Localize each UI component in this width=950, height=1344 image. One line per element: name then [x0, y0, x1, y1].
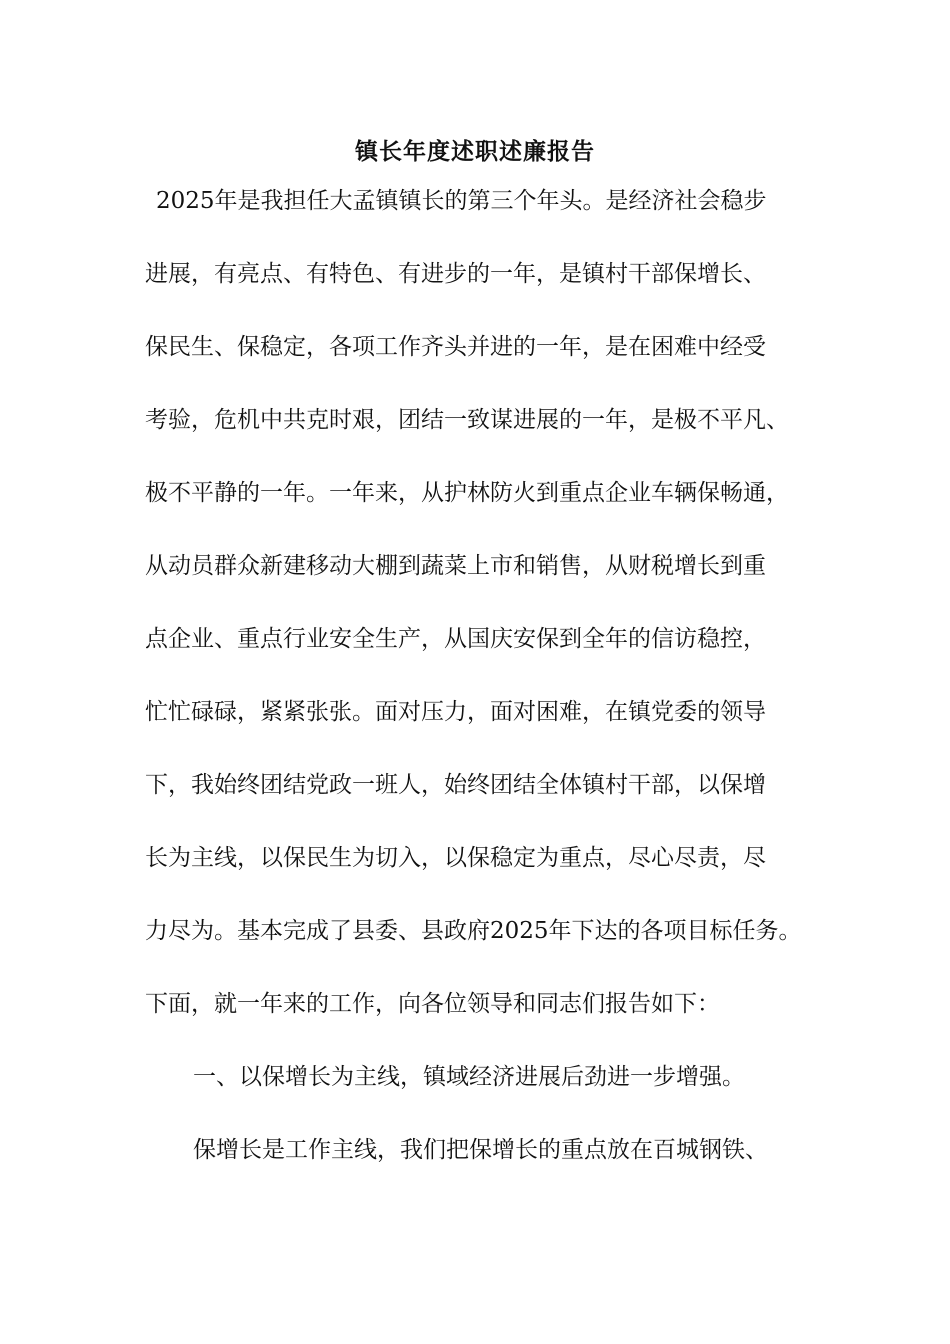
- section-heading-1: 一、以保增长为主线，镇域经济进展后劲进一步增强。: [193, 1064, 745, 1090]
- body-line-13: 保增长是工作主线，我们把保增长的重点放在百城钢铁、: [193, 1137, 768, 1163]
- body-line-11: 力尽为。基本完成了县委、县政府2025年下达的各项目标任务。: [145, 918, 802, 944]
- body-line-4: 考验，危机中共克时艰，团结一致谋进展的一年，是极不平凡、: [145, 407, 789, 433]
- body-line-8: 忙忙碌碌，紧紧张张。面对压力，面对困难，在镇党委的领导: [145, 699, 766, 725]
- body-line-6: 从动员群众新建移动大棚到蔬菜上市和销售，从财税增长到重: [145, 553, 766, 579]
- body-line-1: 2025年是我担任大孟镇镇长的第三个年头。是经济社会稳步: [156, 188, 767, 214]
- body-line-3: 保民生、保稳定，各项工作齐头并进的一年，是在困难中经受: [145, 334, 766, 360]
- document-title: 镇长年度述职述廉报告: [355, 138, 595, 165]
- body-line-12: 下面，就一年来的工作，向各位领导和同志们报告如下：: [145, 991, 720, 1017]
- body-line-7: 点企业、重点行业安全生产，从国庆安保到全年的信访稳控，: [145, 626, 766, 652]
- body-line-2: 进展，有亮点、有特色、有进步的一年，是镇村干部保增长、: [145, 261, 766, 287]
- body-line-9: 下，我始终团结党政一班人，始终团结全体镇村干部，以保增: [145, 772, 766, 798]
- body-line-5: 极不平静的一年。一年来，从护林防火到重点企业车辆保畅通，: [145, 480, 789, 506]
- body-line-10: 长为主线，以保民生为切入，以保稳定为重点，尽心尽责，尽: [145, 845, 766, 871]
